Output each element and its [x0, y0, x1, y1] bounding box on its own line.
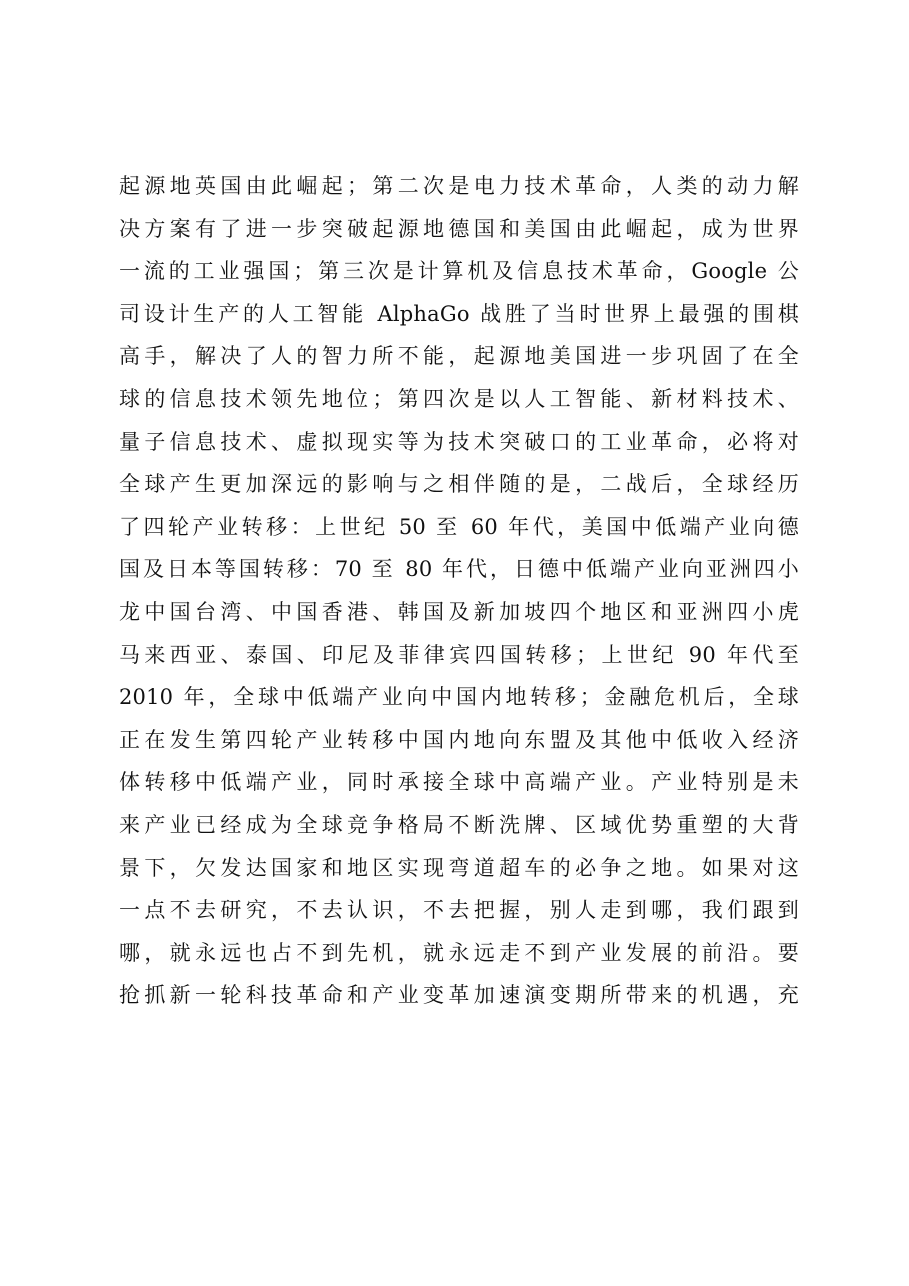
- body-text: [119, 165, 799, 1017]
- text-line: 一流的工业强国；第三次是计算机及信息技术革命，Google 公: [119, 259, 799, 284]
- text-line: 起源地英国由此崛起；第二次是电力技术革命，人类的动力解: [119, 174, 799, 198]
- text-line: 来产业已经成为全球竞争格局不断洗牌、区域优势重塑的大背: [119, 812, 799, 837]
- text-line: 球的信息技术领先地位；第四次是以人工智能、新材料技术、: [119, 386, 799, 411]
- text-line: 体转移中低端产业，同时承接全球中高端产业。产业特别是未: [119, 770, 799, 795]
- text-line: 龙中国台湾、中国香港、韩国及新加坡四个地区和亚洲四小虎: [119, 599, 799, 624]
- text-line: 决方案有了进一步突破起源地德国和美国由此崛起，成为世界: [119, 216, 799, 241]
- text-line: 了四轮产业转移：上世纪 50 至 60 年代，美国中低端产业向德: [119, 514, 799, 539]
- text-line: 高手，解决了人的智力所不能，起源地美国进一步巩固了在全: [119, 344, 799, 369]
- text-line: 国及日本等国转移：70 至 80 年代，日德中低端产业向亚洲四小: [119, 557, 799, 582]
- text-line: 全球产生更加深远的影响与之相伴随的是，二战后，全球经历: [119, 472, 799, 497]
- text-line: 2010 年，全球中低端产业向中国内地转移；金融危机后，全球: [119, 685, 799, 710]
- text-line: 哪，就永远也占不到先机，就永远走不到产业发展的前沿。要: [119, 940, 799, 965]
- text-line: 一点不去研究，不去认识，不去把握，别人走到哪，我们跟到: [119, 898, 799, 923]
- text-line: 景下，欠发达国家和地区实现弯道超车的必争之地。如果对这: [119, 855, 799, 880]
- text-line: 抢抓新一轮科技革命和产业变革加速演变期所带来的机遇，充: [119, 983, 799, 1008]
- text-line: 马来西亚、泰国、印尼及菲律宾四国转移；上世纪 90 年代至: [119, 642, 799, 667]
- text-line: 正在发生第四轮产业转移中国内地向东盟及其他中低收入经济: [119, 727, 799, 752]
- text-line: 量子信息技术、虚拟现实等为技术突破口的工业革命，必将对: [119, 429, 799, 454]
- text-line: 司设计生产的人工智能 AlphaGo 战胜了当时世界上最强的围棋: [119, 301, 799, 326]
